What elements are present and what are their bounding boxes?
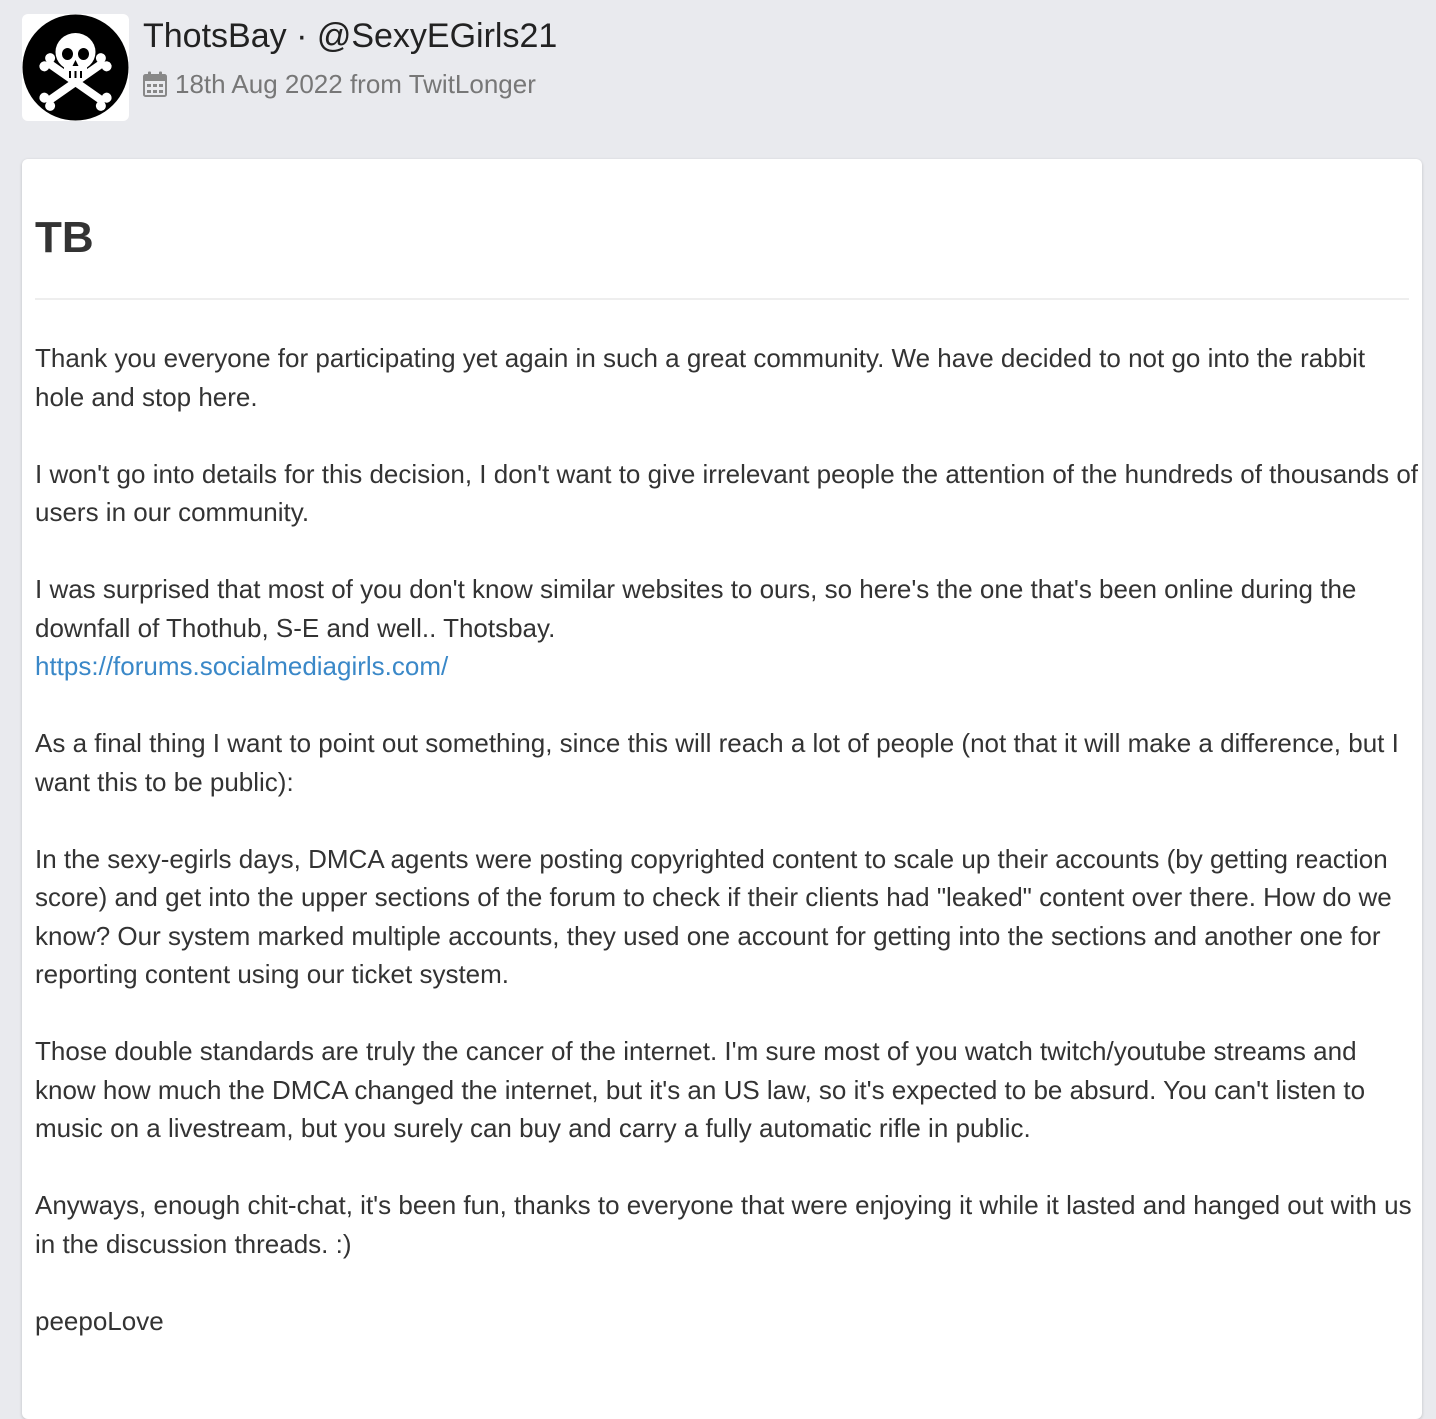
paragraph: In the sexy-egirls days, DMCA agents were posting copyrighted content to scale up their accounts (by getting reaction score) and get into the upper sections of the forum to check if their clients had "leaked" content over there. How do we know? Our system marked multiple accounts, they used one account for getting into the sections and another one for reporting content using our ticket system. xyxy=(35,843,1392,989)
post-body xyxy=(35,339,1420,1379)
post-meta xyxy=(143,68,536,100)
avatar[interactable] xyxy=(22,14,129,121)
divider xyxy=(35,298,1409,300)
author-name[interactable]: ThotsBay · @SexyEGirls21 xyxy=(143,17,558,55)
paragraph: I won't go into details for this decision, I don't want to give irrelevant people the attention of the hundreds of thousands of users in our community. xyxy=(35,458,1419,527)
post-title: TB xyxy=(35,213,94,262)
calendar-icon xyxy=(143,71,167,97)
paragraph-text: I was surprised that most of you don't know similar websites to ours, so here's the one that's been online during the downfall of Thothub, S-E and well.. Thotsbay. xyxy=(35,574,1357,643)
post-header xyxy=(22,14,1422,124)
paragraph: Those double standards are truly the cancer of the internet. I'm sure most of you watch twitch/youtube streams and know how much the DMCA changed the internet, but it's an US law, so it's expected to be absurd. You can't listen to music on a livestream, but you surely can buy and carry a fully automatic rifle in public. xyxy=(35,1036,1366,1143)
signature: peepoLove xyxy=(35,1305,164,1336)
paragraph: As a final thing I want to point out something, since this will reach a lot of people (not that it will make a difference, but I want this to be public): xyxy=(35,728,1399,797)
paragraph-with-link xyxy=(35,570,1420,686)
skull-crossbones-icon xyxy=(22,14,129,121)
external-link[interactable]: https://forums.socialmediagirls.com/ xyxy=(35,651,449,681)
post-date: 18th Aug 2022 from TwitLonger xyxy=(175,69,536,99)
paragraph: Thank you everyone for participating yet again in such a great community. We have decided to not go into the rabbit hole and stop here. xyxy=(35,343,1366,412)
paragraph: Anyways, enough chit-chat, it's been fun, thanks to everyone that were enjoying it while it lasted and hanged out with us in the discussion threads. :) xyxy=(35,1190,1412,1259)
post-card xyxy=(22,159,1422,1419)
